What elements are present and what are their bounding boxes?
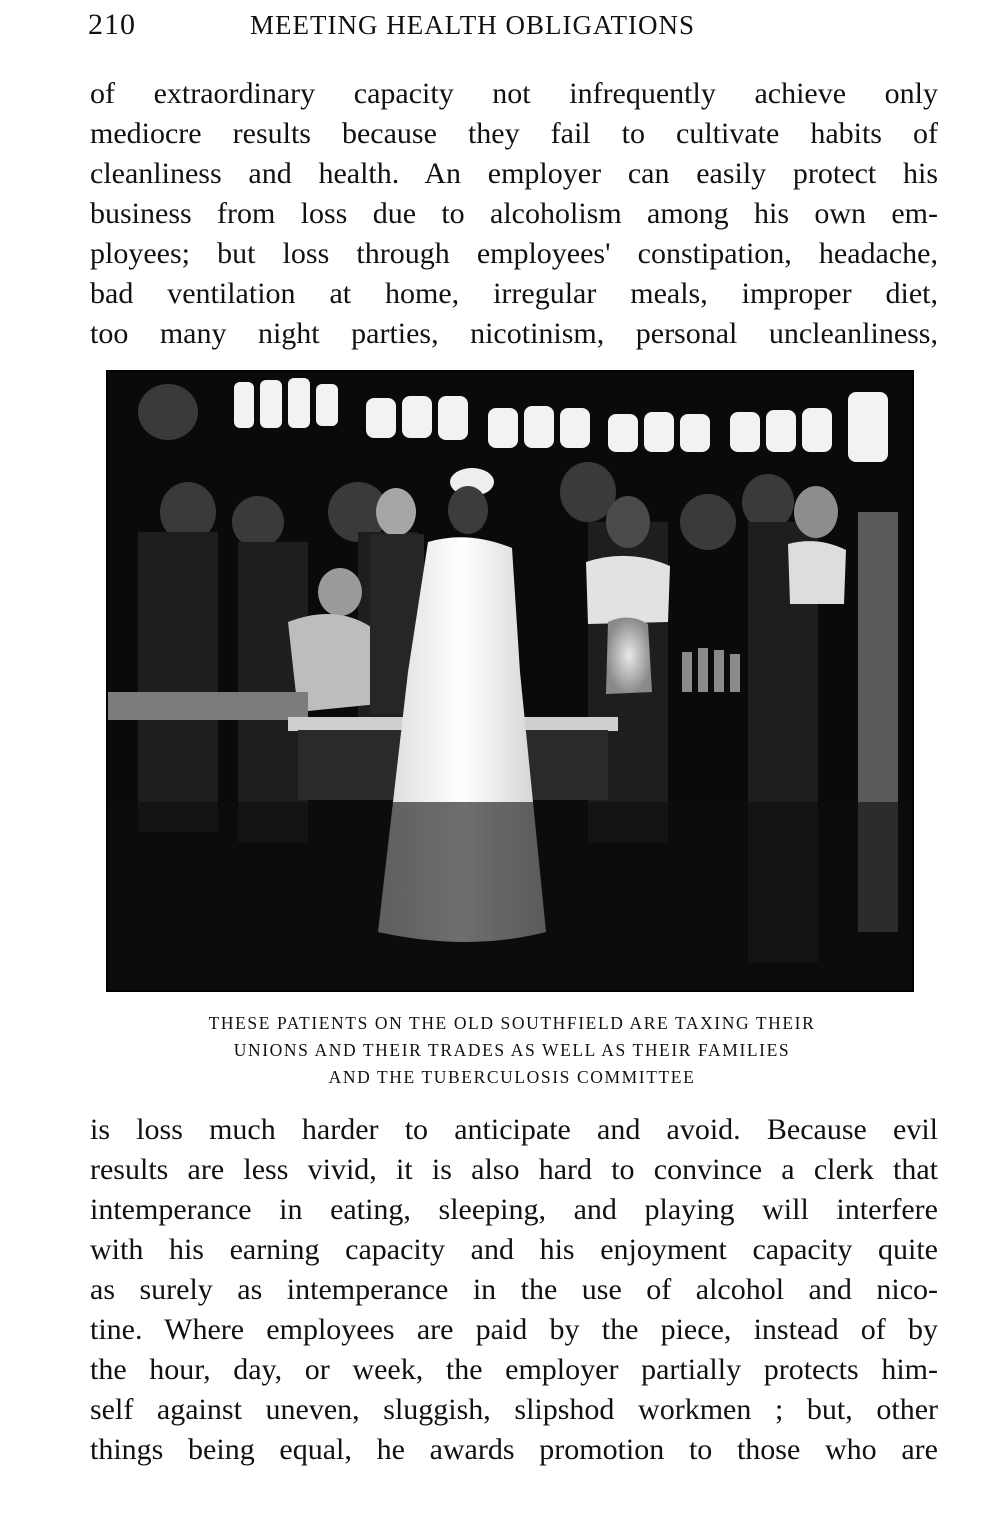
bottom-paragraph bbox=[90, 1110, 938, 1470]
text-line: self against uneven, sluggish, slipshod workmen ; but, other bbox=[90, 1393, 938, 1426]
woman-head bbox=[448, 486, 488, 534]
text-line: results are less vivid, it is also hard to convince a clerk that bbox=[90, 1153, 938, 1186]
caption-line: UNIONS AND THEIR TRADES AS WELL AS THEIR FAMILIES bbox=[233, 1040, 791, 1060]
right-woman-head bbox=[606, 496, 650, 548]
top-paragraph bbox=[90, 74, 938, 354]
floor-shadow bbox=[108, 802, 912, 990]
text-line: things being equal, he awards promotion to those who are bbox=[90, 1433, 938, 1466]
seated-person-head bbox=[318, 568, 362, 616]
man-head bbox=[376, 488, 416, 536]
running-head bbox=[88, 8, 788, 48]
lamp-object bbox=[606, 617, 652, 694]
far-right-head bbox=[794, 486, 838, 538]
page-number: 210 bbox=[88, 8, 136, 41]
text-line: mediocre results because they fail to cultivate habits of bbox=[90, 117, 938, 150]
caption-line: AND THE TUBERCULOSIS COMMITTEE bbox=[328, 1067, 696, 1087]
text-line: cleanliness and health. An employer can easily protect his bbox=[90, 157, 938, 190]
text-line: bad ventilation at home, irregular meals, improper diet, bbox=[90, 277, 938, 310]
right-woman-blouse bbox=[586, 556, 670, 624]
text-line: of extraordinary capacity not infrequently achieve only bbox=[90, 77, 938, 110]
text-line: as surely as intemperance in the use of alcohol and nico- bbox=[90, 1273, 938, 1306]
text-line: business from loss due to alcoholism among his own em- bbox=[90, 197, 938, 230]
figure-caption bbox=[96, 1010, 928, 1091]
running-title: MEETING HEALTH OBLIGATIONS bbox=[250, 10, 695, 40]
photograph bbox=[108, 372, 912, 990]
text-line: ployees; but loss through employees' constipation, headache, bbox=[90, 237, 938, 270]
table-left bbox=[108, 692, 308, 720]
text-line: tine. Where employees are paid by the piece, instead of by bbox=[90, 1313, 938, 1346]
text-line: too many night parties, nicotinism, personal uncleanliness, bbox=[90, 317, 938, 350]
text-line: is loss much harder to anticipate and avoid. Because evil bbox=[90, 1113, 938, 1146]
photograph-figure bbox=[106, 370, 914, 992]
text-line: with his earning capacity and his enjoyment capacity quite bbox=[90, 1233, 938, 1266]
text-line: the hour, day, or week, the employer partially protects him- bbox=[90, 1353, 938, 1386]
far-right-collar bbox=[788, 541, 846, 604]
caption-line: THESE PATIENTS ON THE OLD SOUTHFIELD ARE TAXING THEIR bbox=[208, 1013, 816, 1033]
text-line: intemperance in eating, sleeping, and playing will interfere bbox=[90, 1193, 938, 1226]
